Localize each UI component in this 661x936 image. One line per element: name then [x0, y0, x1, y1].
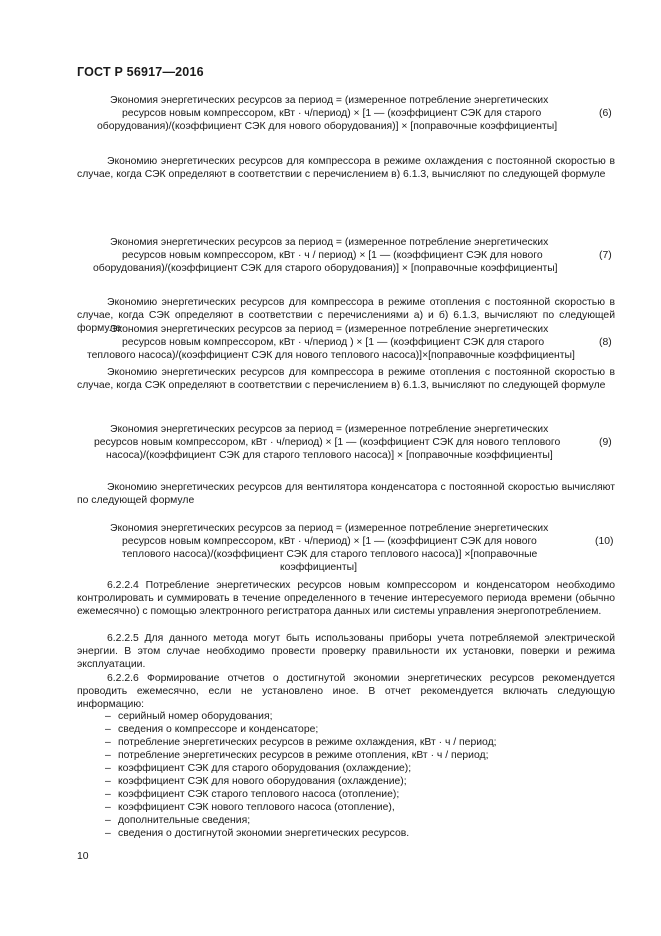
list-item: – серийный номер оборудования;: [105, 711, 273, 722]
formula-line: ресурсов новым компрессором, кВт · ч/период) × [1 — (коэффициент СЭК для старого: [122, 108, 542, 119]
paragraph: 6.2.2.4 Потребление энергетических ресурсов новым компрессором и конденсатором необходимо контролировать и суммировать в течение определенного в течение интересуемого периода времени (обычно ежемесячно) с помощью электронного регистратора данных или системы управления энергопотреблением.: [77, 580, 615, 617]
paragraph: 6.2.2.6 Формирование отчетов о достигнутой экономии энергетических ресурсов рекомендуется проводить ежемесячно, если не установлено иное. В отчет рекомендуется включать следующую информацию:: [77, 673, 615, 710]
formula-line: Экономия энергетических ресурсов за период = (измеренное потребление энергетических: [110, 523, 549, 534]
formula-line: насоса)/(коэффициент СЭК для старого теплового насоса)] × [поправочные коэффициенты]: [106, 450, 553, 461]
list-item: – коэффициент СЭК старого теплового насоса (отопление);: [105, 789, 400, 800]
formula-number: (10): [595, 536, 614, 547]
list-item: – коэффициент СЭК для старого оборудования (охлаждение);: [105, 763, 412, 774]
formula-line: Экономия энергетических ресурсов за период = (измеренное потребление энергетических: [110, 95, 549, 106]
standard-header: ГОСТ Р 56917—2016: [77, 65, 204, 79]
formula-line: ресурсов новым компрессором, кВт · ч / период) × [1 — (коэффициент СЭК для нового: [122, 250, 543, 261]
list-item: – потребление энергетических ресурсов в режиме охлаждения, кВт · ч / период;: [105, 737, 497, 748]
formula-number: (7): [599, 250, 612, 261]
list-item: – сведения о достигнутой экономии энергетических ресурсов.: [105, 828, 410, 839]
formula-line: ресурсов новым компрессором, кВт · ч/период) × [1 — (коэффициент СЭК для нового теплового: [94, 437, 561, 448]
formula-line: ресурсов новым компрессором, кВт · ч/период ) × [1 — (коэффициент СЭК для старого: [122, 337, 545, 348]
list-item: – дополнительные сведения;: [105, 815, 251, 826]
formula-line: Экономия энергетических ресурсов за период = (измеренное потребление энергетических: [110, 424, 549, 435]
formula-line: коэффициенты]: [280, 562, 358, 573]
formula-line: теплового насоса)/(коэффициент СЭК для нового теплового насоса)]×[поправочные коэффициенты]: [87, 350, 575, 361]
formula-line: Экономия энергетических ресурсов за период = (измеренное потребление энергетических: [110, 324, 549, 335]
list-item: – коэффициент СЭК нового теплового насоса (отопление),: [105, 802, 395, 813]
paragraph: Экономию энергетических ресурсов для компрессора в режиме охлаждения с постоянной скоростью в случае, когда СЭК определяют в соответствии с перечислением в) 6.1.3, вычисляют по следующей формуле: [77, 156, 615, 180]
formula-number: (6): [599, 108, 612, 119]
formula-line: теплового насоса)/(коэффициент СЭК для старого теплового насоса)] ×[поправочные: [122, 549, 538, 560]
formula-number: (8): [599, 337, 612, 348]
list-item: – сведения о компрессоре и конденсаторе;: [105, 724, 319, 735]
formula-number: (9): [599, 437, 612, 448]
paragraph: 6.2.2.5 Для данного метода могут быть использованы приборы учета потребляемой электрической энергии. В этом случае необходимо провести проверку правильности их установки, поверки и режима эксплуатации.: [77, 633, 615, 670]
paragraph: Экономию энергетических ресурсов для вентилятора конденсатора с постоянной скоростью вычисляют по следующей формуле: [77, 482, 615, 506]
paragraph: Экономию энергетических ресурсов для компрессора в режиме отопления с постоянной скоростью в случае, когда СЭК определяют в соответствии с перечислением в) 6.1.3, вычисляют по следующей формуле: [77, 367, 615, 391]
list-item: – коэффициент СЭК для нового оборудования (охлаждение);: [105, 776, 407, 787]
formula-line: оборудования)/(коэффициент СЭК для нового оборудования)] × [поправочные коэффициенты]: [97, 121, 558, 132]
paragraph: Экономию энергетических ресурсов для компрессора в режиме отопления с постоянной скоростью в случае, когда СЭК определяют в соответствии с перечислениями а) и б) 6.1.3, вычисляют по следующей формуле: [77, 297, 615, 334]
list-item: – потребление энергетических ресурсов в режиме отопления, кВт · ч / период;: [105, 750, 489, 761]
page-number: 10: [77, 851, 89, 862]
formula-line: ресурсов новым компрессором, кВт · ч/период) × [1 — (коэффициент СЭК для нового: [122, 536, 537, 547]
formula-line: оборудования)/(коэффициент СЭК для старого оборудования)] × [поправочные коэффициенты]: [93, 263, 558, 274]
formula-line: Экономия энергетических ресурсов за период = (измеренное потребление энергетических: [110, 237, 549, 248]
